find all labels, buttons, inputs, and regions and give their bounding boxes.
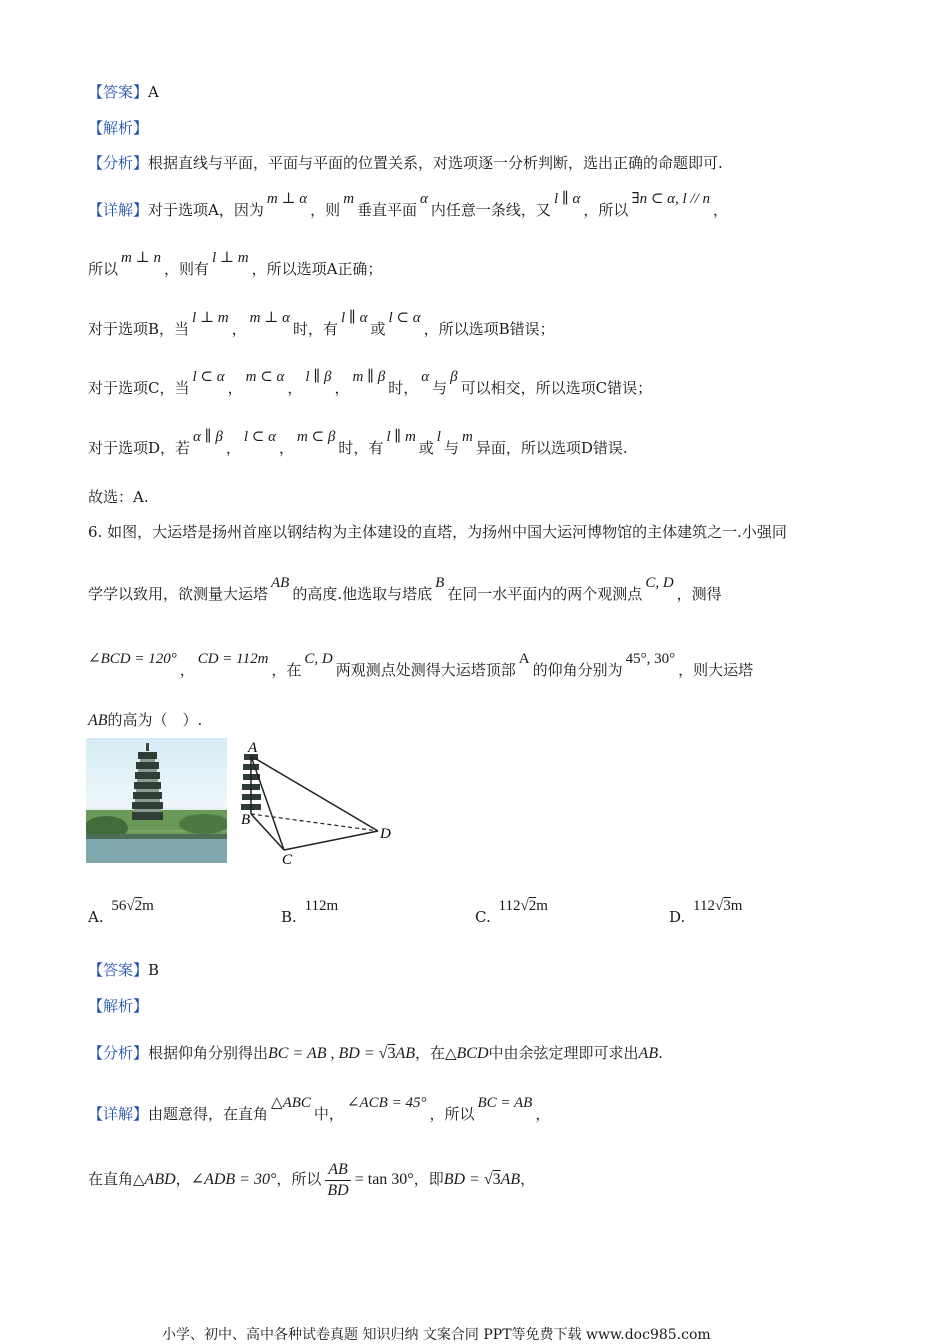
math: l ⊥ m xyxy=(211,250,249,266)
text: ，则有 xyxy=(163,260,209,278)
math: C, D xyxy=(304,651,333,667)
text: 在直角△ xyxy=(88,1170,145,1188)
math: m ⊂ α xyxy=(245,369,285,385)
option-value: 112m xyxy=(304,898,339,914)
text: 或 xyxy=(418,439,434,457)
math: A xyxy=(518,651,530,667)
text: 所以 xyxy=(88,260,119,278)
math: m ⊥ α xyxy=(249,310,290,326)
math: β xyxy=(450,369,458,385)
guxuan-line: 故选：A. xyxy=(88,488,149,506)
text: 的高度.他选取与塔底 xyxy=(292,585,433,603)
option-a[interactable] xyxy=(88,898,157,927)
text: 异面，所以选项D错误. xyxy=(475,439,628,457)
text: 对于选项C，当 xyxy=(88,379,190,397)
math: BC = AB , BD = xyxy=(268,1045,379,1062)
option-b[interactable] xyxy=(281,898,341,927)
math: l ⊂ α xyxy=(192,369,225,385)
text: ， xyxy=(227,379,243,397)
text: 的仰角分别为 xyxy=(532,661,623,679)
math: ∠BCD = 120° xyxy=(88,651,177,667)
answer-tag: 【答案】 xyxy=(88,961,149,979)
math: BC = AB xyxy=(477,1095,533,1111)
math: ∠ADB = 30° xyxy=(190,1171,277,1188)
option-letter: B. xyxy=(281,908,297,926)
text: 或 xyxy=(370,320,386,338)
text: ， xyxy=(175,1170,191,1188)
answer-value: B xyxy=(148,961,160,979)
math: m ∥ β xyxy=(352,369,386,385)
label-a: A xyxy=(248,740,258,756)
text: ， xyxy=(535,1105,551,1123)
math: α ∥ β xyxy=(193,429,223,445)
edge-ad xyxy=(251,756,378,831)
radicand: 3 xyxy=(492,1171,501,1188)
math: l ∥ m xyxy=(386,429,416,445)
text: 内任意一条线，又 xyxy=(430,201,551,219)
q6-line-2 xyxy=(88,575,722,605)
text: ，即 xyxy=(413,1170,444,1188)
math: m xyxy=(343,191,355,207)
xiangjie-line-5 xyxy=(88,429,628,459)
xiangjie-line-4 xyxy=(88,369,653,399)
math: AB xyxy=(395,1045,415,1062)
xiangjie-line-3 xyxy=(88,310,555,340)
radicand: 2 xyxy=(134,898,143,914)
xiangjie2-line-2: 在直角△ABD，∠ADB = 30°，所以 $\frac{AB}{BD}$ = tan 30°，即BD = √3AB， xyxy=(88,1160,536,1199)
math: m ⊥ n xyxy=(121,250,161,266)
xiangjie2-line-1 xyxy=(88,1095,551,1125)
math: C, D xyxy=(645,575,674,591)
text: ，所以 xyxy=(276,1170,322,1188)
text: ， xyxy=(179,661,195,679)
math: m ⊥ α xyxy=(266,191,308,207)
xiangjie-tag: 【详解】 xyxy=(88,201,149,219)
xiangjie-line-2 xyxy=(88,250,383,280)
math: l xyxy=(436,429,441,445)
fraction xyxy=(325,1160,350,1201)
edge-cd xyxy=(284,831,378,850)
text: 对于选项B，当 xyxy=(88,320,190,338)
label-c: C xyxy=(282,852,293,868)
text: 学学以致用，欲测量大运塔 xyxy=(88,585,269,603)
text: 时， xyxy=(388,379,419,397)
text: 根据仰角分别得出 xyxy=(148,1044,269,1062)
analysis2-heading: 【解析】 xyxy=(88,997,149,1015)
option-value: 112√2m xyxy=(498,898,548,914)
math: α xyxy=(421,369,430,385)
q6-line-4 xyxy=(88,710,202,731)
text: 中， xyxy=(313,1105,344,1123)
text: ，所以选项B错误； xyxy=(423,320,555,338)
math: AB xyxy=(271,575,290,591)
math: ABD xyxy=(144,1171,176,1188)
math: AB xyxy=(500,1171,521,1188)
math: = tan 30° xyxy=(354,1171,414,1188)
radicand: 3 xyxy=(387,1045,396,1062)
option-value: 112√3m xyxy=(693,898,743,914)
math: l ∥ α xyxy=(340,310,368,326)
answer-value: A xyxy=(148,83,159,101)
math: ∃n ⊂ α, l // n xyxy=(631,191,711,207)
math: AB xyxy=(638,1045,659,1062)
text: ， xyxy=(225,439,241,457)
numerator: AB xyxy=(325,1160,350,1181)
coef: 112 xyxy=(693,898,715,914)
label-d: D xyxy=(380,826,391,842)
denominator: BD xyxy=(327,1181,349,1199)
analysis-heading: 【解析】 xyxy=(88,119,149,137)
option-letter: D. xyxy=(669,908,686,926)
text: 与 xyxy=(443,439,459,457)
unit: m xyxy=(730,898,743,914)
text: ， xyxy=(520,1170,536,1188)
math: l ⊂ α xyxy=(388,310,421,326)
text: 的高为（ ）. xyxy=(107,711,203,729)
text: ， xyxy=(334,379,350,397)
text: 时，有 xyxy=(292,320,338,338)
option-c[interactable] xyxy=(475,898,551,927)
math: l ∥ α xyxy=(553,191,581,207)
math: α xyxy=(420,191,428,207)
math: l ⊥ m xyxy=(192,310,229,326)
text: 与 xyxy=(432,379,448,397)
text: 时，有 xyxy=(338,439,384,457)
math: B xyxy=(435,575,445,591)
radicand: 3 xyxy=(723,898,731,914)
text: 在同一水平面内的两个观测点 xyxy=(447,585,643,603)
math: AB xyxy=(88,712,108,729)
coef: 56 xyxy=(111,898,127,914)
math: △ABC xyxy=(271,1095,311,1111)
unit: m xyxy=(536,898,548,914)
radicand: 2 xyxy=(528,898,537,914)
math: m ⊂ β xyxy=(296,429,336,445)
unit: m xyxy=(142,898,154,914)
option-letter: C. xyxy=(475,908,491,926)
answer-tag: 【答案】 xyxy=(88,83,149,101)
math: BCD xyxy=(456,1045,489,1062)
text: 对于选项A，因为 xyxy=(148,201,264,219)
text: ，测得 xyxy=(676,585,722,603)
text: ，所以 xyxy=(583,201,629,219)
text: ， xyxy=(713,201,729,219)
q6-line-1: 6. 如图，大运塔是扬州首座以钢结构为主体建设的直塔，为扬州中国大运河博物馆的主体建筑之一.小强同 xyxy=(88,523,787,541)
option-letter: A. xyxy=(88,908,104,926)
fenxi-text: 根据直线与平面，平面与平面的位置关系，对选项逐一分析判断，选出正确的命题即可. xyxy=(148,154,723,172)
xiangjie-line-1 xyxy=(88,191,729,221)
fenxi-tag: 【分析】 xyxy=(88,1044,149,1062)
math: m xyxy=(461,429,473,445)
text: ， xyxy=(231,320,247,338)
text: ，则大运塔 xyxy=(678,661,754,679)
tower-illustration xyxy=(86,738,227,863)
text: ，所以选项A正确； xyxy=(251,260,383,278)
math: 45°, 30° xyxy=(625,651,676,667)
text: 对于选项D，若 xyxy=(88,439,191,457)
text: 中由余弦定理即可求出 xyxy=(488,1044,639,1062)
option-d[interactable] xyxy=(669,898,745,927)
edge-ac xyxy=(251,756,284,850)
text: ，所以 xyxy=(429,1105,475,1123)
math: CD = 112m xyxy=(197,651,269,667)
edge-bd-hidden xyxy=(251,814,378,831)
geometry-figure xyxy=(238,738,398,868)
fenxi-tag: 【分析】 xyxy=(88,154,149,172)
text: 两观测点处测得大运塔顶部 xyxy=(335,661,516,679)
text: ，在△ xyxy=(414,1044,457,1062)
footer-text: 小学、初中、高中各种试卷真题 知识归纳 文案合同 PPT等免费下载 www.doc985.com xyxy=(162,1327,711,1343)
text: ， xyxy=(287,379,303,397)
text: ， xyxy=(278,439,294,457)
math: ∠ACB = 45° xyxy=(346,1095,427,1111)
math: l ⊂ α xyxy=(243,429,276,445)
answer2-line xyxy=(88,960,159,980)
text: ，则 xyxy=(310,201,341,219)
text: . xyxy=(658,1044,663,1062)
tower-photo xyxy=(86,738,227,863)
text: ，在 xyxy=(271,661,302,679)
answer-line xyxy=(88,82,159,102)
math: l ∥ β xyxy=(305,369,332,385)
q6-line-3 xyxy=(88,651,754,681)
option-value: 56√2m xyxy=(111,898,154,914)
fenxi-line xyxy=(88,153,723,173)
edge-bc xyxy=(251,814,284,850)
xiangjie-tag: 【详解】 xyxy=(88,1105,149,1123)
text: 由题意得，在直角 xyxy=(148,1105,269,1123)
text: 可以相交，所以选项C错误； xyxy=(460,379,653,397)
text: 垂直平面 xyxy=(357,201,418,219)
math: BD = xyxy=(443,1171,484,1188)
coef: 112 xyxy=(498,898,521,914)
fenxi2-line: 【分析】根据仰角分别得出BC = AB , BD = √3AB，在△BCD中由余弦定理即可求出AB. xyxy=(88,1044,663,1062)
label-b: B xyxy=(241,812,251,828)
